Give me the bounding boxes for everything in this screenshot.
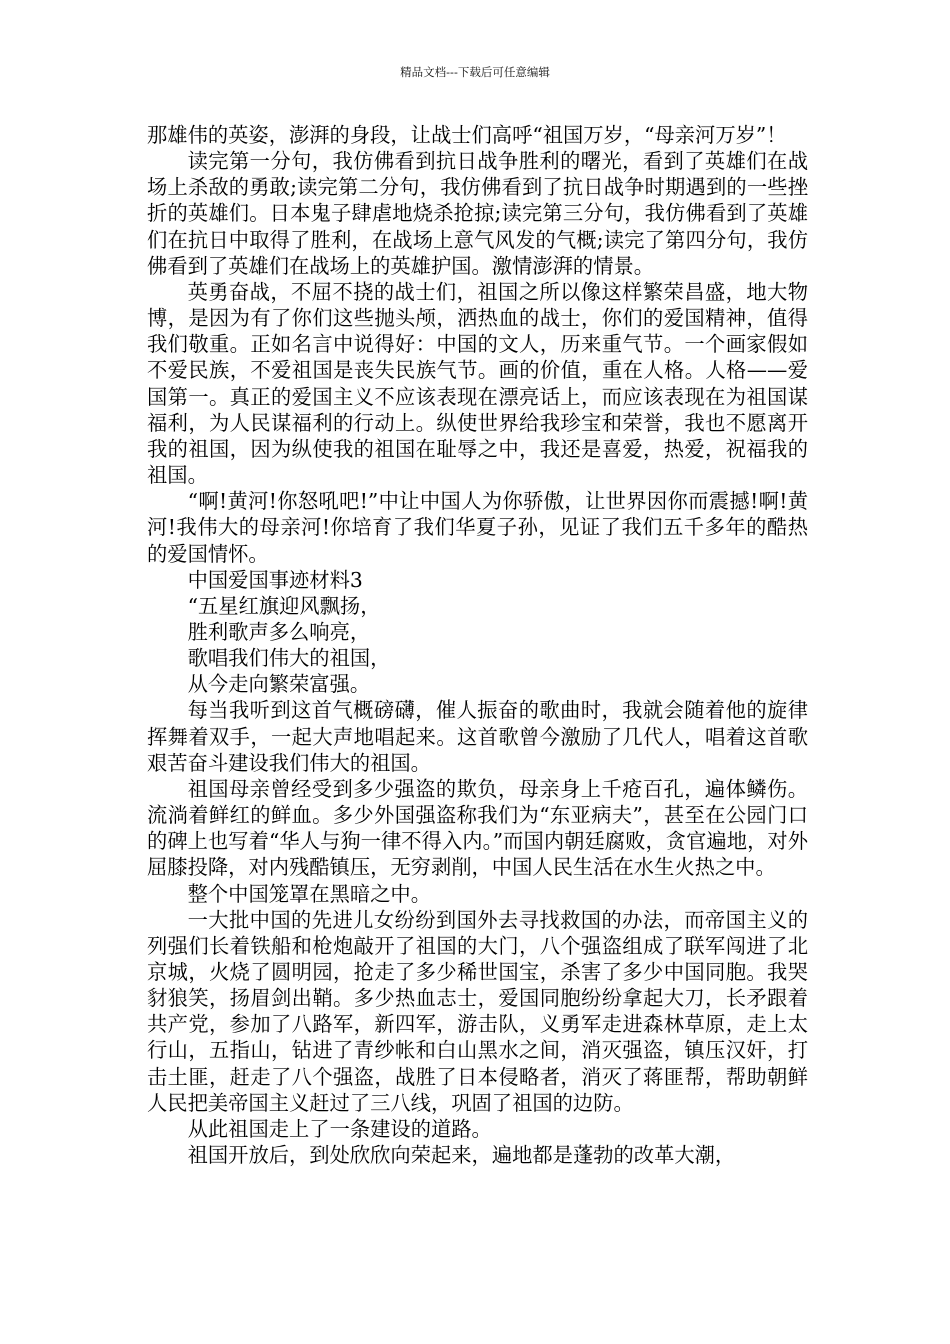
paragraph: 那雄伟的英姿，澎湃的身段，让战士们高呼“祖国万岁，“母亲河万岁”！ [147,123,787,147]
paragraph: 一大批中国的先进儿女纷纷到国外去寻找救国的办法，而帝国主义的列强们长着铁船和枪炮敲开了祖国的大门，八个强盗组成了联军闯进了北京城，火烧了圆明园，抢走了多少稀世国宝，杀害了多少中国同胞。我哭豺狼笑，扬眉剑出鞘。多少热血志士，爱国同胞纷纷拿起大刀，长矛跟着共产党，参加了八路军，新四军，游击队，义勇军走进森林草原，走上太行山，五指山，钻进了青纱帐和白山黑水之间，消灭强盗，镇压汉奸，打击土匪，赶走了八个强盗，战胜了日本侵略者，消灭了蒋匪帮，帮助朝鲜人民把美帝国主义赶过了三八线，巩固了祖国的边防。 [147,907,808,1115]
paragraph: 英勇奋战，不屈不挠的战士们，祖国之所以像这样繁荣昌盛，地大物博，是因为有了你们这些抛头颅，洒热血的战士，你们的爱国精神，值得我们敬重。正如名言中说得好：中国的文人，历来重气节。一个画家假如不爱民族，不爱祖国是丧失民族气节。画的价值，重在人格。人格——爱国第一。真正的爱国主义不应该表现在漂亮话上，而应该表现在为祖国谋福利，为人民谋福利的行动上。纵使世界给我珍宝和荣誉，我也不愿离开我的祖国，因为纵使我的祖国在耻辱之中，我还是喜爱，热爱，祝福我的祖国。 [147,279,808,488]
poem-line: 从今走向繁荣富强。 [187,672,371,697]
poem-line: “五星红旗迎风飘扬， [187,593,381,618]
poem-line: 胜利歌声多么响亮， [187,619,371,644]
paragraph: 每当我听到这首气概磅礴，催人振奋的歌曲时，我就会随着他的旋律挥舞着双手，一起大声地唱起来。这首歌曾今激励了几代人，唱着这首歌艰苦奋斗建设我们伟大的祖国。 [147,698,808,775]
paragraph: 从此祖国走上了一条建设的道路。 [187,1116,492,1141]
section-heading: 中国爱国事迹材料3 [187,567,363,592]
paragraph: 祖国母亲曾经受到多少强盗的欺负，母亲身上千疮百孔，遍体鳞伤。流淌着鲜红的鲜血。多少外国强盗称我们为“东亚病夫”，甚至在公园门口的碑上也写着“华人与狗一律不得入内。”而国内朝廷腐败，贪官遍地，对外屈膝投降，对内残酷镇压，无穷剥削，中国人民生活在水生火热之中。 [147,776,808,880]
paragraph: “啊!黄河!你怒吼吧!”中让中国人为你骄傲，让世界因你而震撼!啊!黄河!我伟大的母亲河!你培育了我们华夏子孙，见证了我们五千多年的酷热的爱国情怀。 [147,489,808,566]
poem-line: 歌唱我们伟大的祖国， [187,646,391,671]
paragraph: 整个中国笼罩在黑暗之中。 [187,881,431,906]
paragraph: 读完第一分句，我仿佛看到抗日战争胜利的曙光，看到了英雄们在战场上杀敌的勇敢;读完第二分句，我仿佛看到了抗日战争时期遇到的一些挫折的英雄们。日本鬼子肆虐地烧杀抢掠;读完第三分句，我仿佛看到了英雄们在抗日中取得了胜利，在战场上意气风发的气概;读完了第四分句，我仿佛看到了英雄们在战场上的英雄护国。激情澎湃的情景。 [147,149,808,278]
paragraph: 祖国开放后，到处欣欣向荣起来，遍地都是蓬勃的改革大潮， [187,1143,736,1168]
document-body [147,122,808,1168]
running-header: 精品文档---下载后可任意编辑 [400,65,550,79]
